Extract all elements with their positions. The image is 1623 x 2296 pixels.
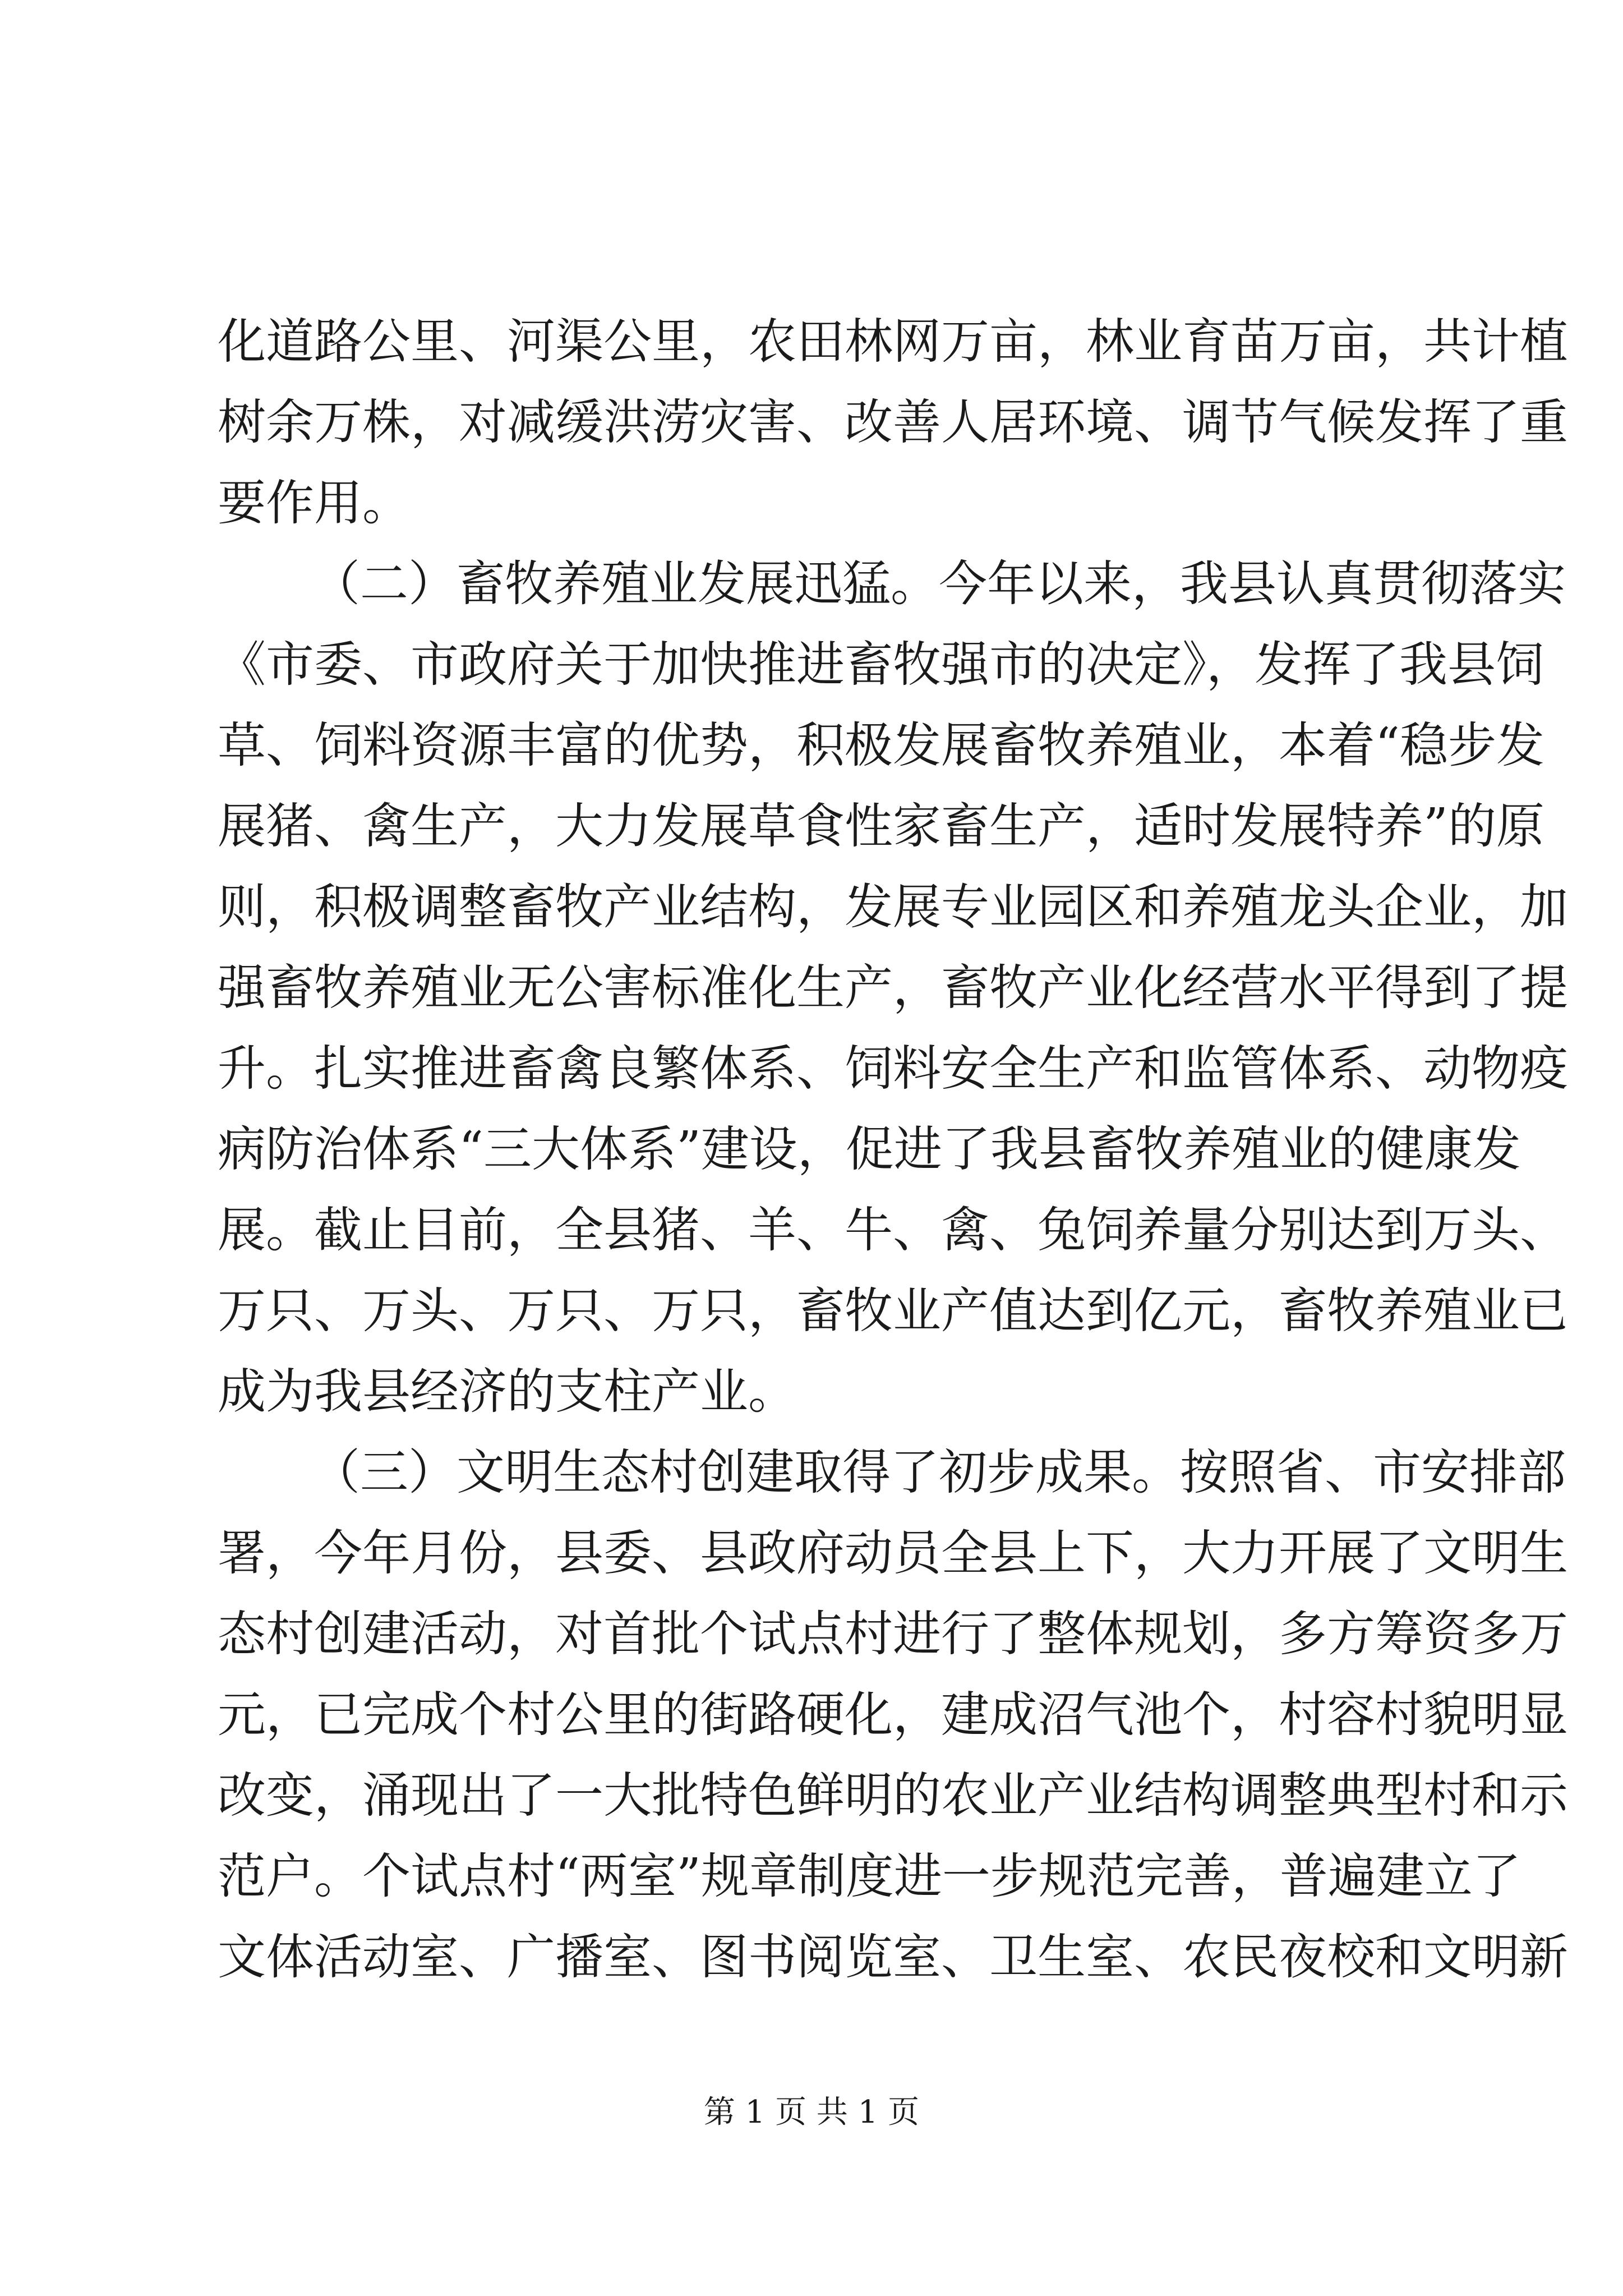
body-line-13: 万只、万头、万只、万只，畜牧业产值达到亿元，畜牧养殖业已 <box>218 1283 1568 1339</box>
page-number-footer: 第 1 页 共 1 页 <box>703 2094 920 2131</box>
body-line-3: 要作用。 <box>218 475 411 531</box>
body-line-10: 升。扎实推进畜禽良繁体系、饲料安全生产和监管体系、动物疫 <box>218 1041 1568 1097</box>
body-line-8: 则，积极调整畜牧产业结构，发展专业园区和养殖龙头企业，加 <box>218 879 1568 935</box>
body-line-6: 草、饲料资源丰富的优势，积极发展畜牧养殖业，本着“稳步发 <box>218 717 1544 774</box>
body-line-5: 《市委、市政府关于加快推进畜牧强市的决定》，发挥了我县饲 <box>218 637 1544 693</box>
body-line-17: 态村创建活动，对首批个试点村进行了整体规划，多方筹资多万 <box>218 1606 1568 1662</box>
paragraph-2-first-line: （二）畜牧养殖业发展迅猛。今年以来，我县认真贯彻落实 <box>312 556 1566 612</box>
body-line-14: 成为我县经济的支柱产业。 <box>218 1364 796 1420</box>
body-line-9: 强畜牧养殖业无公害标准化生产，畜牧产业化经营水平得到了提 <box>218 960 1568 1016</box>
body-line-11: 病防治体系“三大体系”建设，促进了我县畜牧养殖业的健康发 <box>218 1121 1521 1177</box>
body-line-12: 展。截止目前，全县猪、羊、牛、禽、兔饲养量分别达到万头、 <box>218 1202 1568 1258</box>
paragraph-3-first-line: （三）文明生态村创建取得了初步成果。按照省、市安排部 <box>312 1444 1566 1501</box>
body-line-2: 树余万株，对减缓洪涝灾害、改善人居环境、调节气候发挥了重 <box>218 394 1568 450</box>
body-line-19: 改变，涌现出了一大批特色鲜明的农业产业结构调整典型村和示 <box>218 1768 1568 1824</box>
body-line-7: 展猪、禽生产，大力发展草食性家畜生产，适时发展特养”的原 <box>218 798 1544 854</box>
body-line-1: 化道路公里、河渠公里，农田林网万亩，林业育苗万亩，共计植 <box>218 314 1568 370</box>
body-line-18: 元，已完成个村公里的街路硬化，建成沼气池个，村容村貌明显 <box>218 1687 1568 1743</box>
body-line-21: 文体活动室、广播室、图书阅览室、卫生室、农民夜校和文明新 <box>218 1929 1568 1985</box>
body-line-16: 署，今年月份，县委、县政府动员全县上下，大力开展了文明生 <box>218 1525 1568 1581</box>
body-line-20: 范户。个试点村“两室”规章制度进一步规范完善，普遍建立了 <box>218 1848 1521 1904</box>
